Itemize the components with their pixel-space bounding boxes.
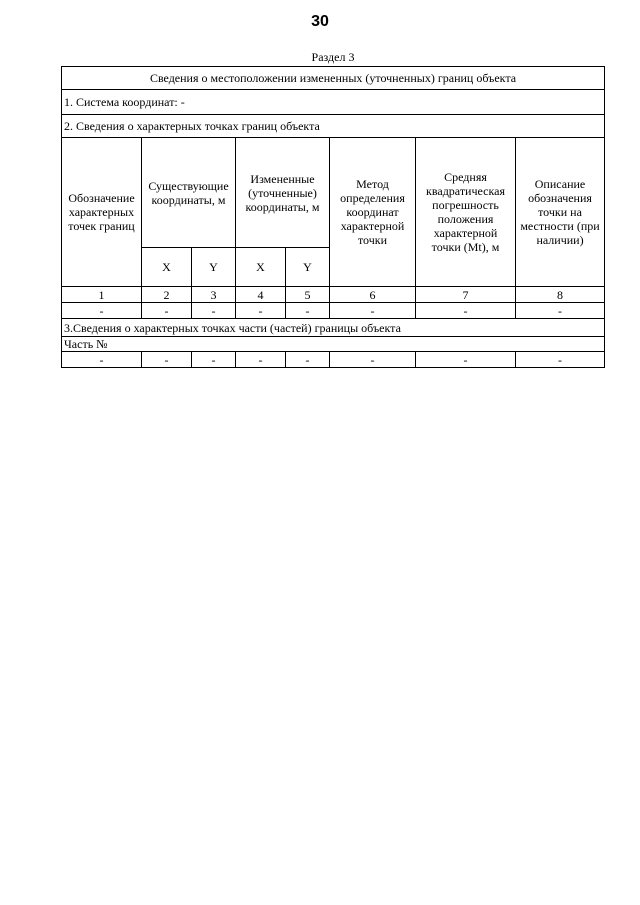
table-cell: - (330, 352, 416, 368)
table-cell: - (142, 352, 192, 368)
coord-system-row (62, 90, 605, 115)
table-cell: - (286, 303, 330, 319)
coord-system-label: 1. Система координат: - (62, 90, 605, 115)
header-changed-coords: Измененные (уточненные) координаты, м (236, 138, 330, 248)
table-cell: - (516, 352, 605, 368)
table-cell: - (62, 352, 142, 368)
header-existing-y: Y (192, 248, 236, 287)
table-cell: - (330, 303, 416, 319)
header-description: Описание обозначения точки на местности (при наличии) (516, 138, 605, 287)
table-title: Сведения о местоположении измененных (уточненных) границ объекта (62, 67, 605, 90)
table-cell: - (416, 352, 516, 368)
header-existing-coords: Существующие координаты, м (142, 138, 236, 248)
table-cell: - (192, 352, 236, 368)
section-label: Раздел 3 (311, 50, 355, 64)
header-changed-y: Y (286, 248, 330, 287)
boundary-points-table (61, 66, 605, 368)
section3-title-row (62, 319, 605, 337)
column-number: 4 (236, 287, 286, 303)
column-number: 7 (416, 287, 516, 303)
page-number: 30 (311, 13, 329, 30)
table-row (62, 303, 605, 319)
column-number: 1 (62, 287, 142, 303)
header-method: Метод определения координат характерной точки (330, 138, 416, 287)
header-rms-error: Средняя квадратическая погрешность положения характерной точки (Mt), м (416, 138, 516, 287)
part-label: Часть № (62, 337, 605, 352)
section2-title-row (62, 115, 605, 138)
table-cell: - (62, 303, 142, 319)
header-row-main (62, 138, 605, 248)
table-cell: - (192, 303, 236, 319)
table-cell: - (236, 352, 286, 368)
column-number: 6 (330, 287, 416, 303)
table-row (62, 352, 605, 368)
table-cell: - (286, 352, 330, 368)
header-point-designation: Обозначение характерных точек границ (62, 138, 142, 287)
table-cell: - (516, 303, 605, 319)
header-changed-x: X (236, 248, 286, 287)
table-title-row (62, 67, 605, 90)
column-number-row (62, 287, 605, 303)
table-cell: - (142, 303, 192, 319)
section3-title: 3.Сведения о характерных точках части (частей) границы объекта (62, 319, 605, 337)
column-number: 5 (286, 287, 330, 303)
column-number: 8 (516, 287, 605, 303)
column-number: 3 (192, 287, 236, 303)
column-number: 2 (142, 287, 192, 303)
table-cell: - (236, 303, 286, 319)
header-existing-x: X (142, 248, 192, 287)
section2-title: 2. Сведения о характерных точках границ объекта (62, 115, 605, 138)
table-cell: - (416, 303, 516, 319)
part-label-row (62, 337, 605, 352)
